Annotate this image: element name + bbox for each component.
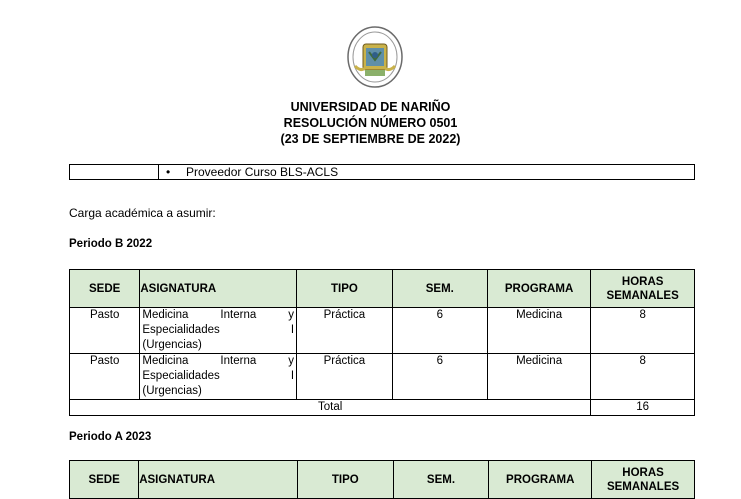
table-row bbox=[70, 354, 695, 400]
cell-sem: 6 bbox=[392, 354, 487, 400]
total-row bbox=[70, 400, 695, 416]
asig-line: (Urgencias) bbox=[142, 385, 202, 397]
asig-line: Especialidades I bbox=[142, 370, 295, 382]
col-sede: SEDE bbox=[70, 270, 140, 308]
col-asignatura: ASIGNATURA bbox=[139, 461, 298, 499]
cell-sem: 6 bbox=[392, 308, 487, 354]
col-asignatura: ASIGNATURA bbox=[140, 270, 297, 308]
col-sem: SEM. bbox=[393, 461, 489, 499]
col-tipo: TIPO bbox=[297, 270, 393, 308]
periodo-b-table bbox=[69, 269, 695, 416]
cell-asignatura bbox=[140, 354, 297, 400]
col-programa: PROGRAMA bbox=[489, 461, 592, 499]
document-header bbox=[0, 99, 741, 147]
col-horas: HORAS SEMANALES bbox=[591, 270, 695, 308]
requirement-item: Proveedor Curso BLS-ACLS bbox=[186, 165, 339, 179]
carga-label: Carga académica a asumir: bbox=[69, 206, 216, 220]
cell-programa: Medicina bbox=[487, 308, 590, 354]
asig-line: Especialidades I bbox=[142, 324, 295, 336]
periodo-a-title: Periodo A 2023 bbox=[69, 431, 152, 443]
total-label: Total bbox=[70, 400, 591, 416]
cell-programa: Medicina bbox=[487, 354, 590, 400]
university-seal-logo bbox=[347, 26, 403, 88]
periodo-a-table bbox=[69, 460, 695, 499]
col-horas: HORAS SEMANALES bbox=[592, 461, 695, 499]
bullet-icon: • bbox=[166, 165, 171, 179]
cell-horas: 8 bbox=[591, 354, 695, 400]
total-value: 16 bbox=[591, 400, 695, 416]
asig-line: (Urgencias) bbox=[142, 339, 202, 351]
cell-horas: 8 bbox=[591, 308, 695, 354]
resolution-number: RESOLUCIÓN NÚMERO 0501 bbox=[283, 116, 458, 130]
asig-line: Medicina Interna y bbox=[142, 309, 295, 321]
cell-asignatura bbox=[140, 308, 297, 354]
requirements-table bbox=[69, 164, 695, 180]
col-sede: SEDE bbox=[70, 461, 139, 499]
periodo-b-title: Periodo B 2022 bbox=[69, 238, 153, 250]
cell-sede: Pasto bbox=[70, 308, 140, 354]
resolution-date: (23 DE SEPTIEMBRE DE 2022) bbox=[280, 132, 461, 146]
asig-line: Medicina Interna y bbox=[142, 355, 295, 367]
cell-tipo: Práctica bbox=[297, 308, 393, 354]
university-name: UNIVERSIDAD DE NARIÑO bbox=[290, 100, 451, 114]
empty-cell bbox=[70, 165, 159, 179]
table-row bbox=[70, 308, 695, 354]
col-tipo: TIPO bbox=[297, 461, 393, 499]
col-sem: SEM. bbox=[392, 270, 487, 308]
col-programa: PROGRAMA bbox=[487, 270, 590, 308]
cell-sede: Pasto bbox=[70, 354, 140, 400]
cell-tipo: Práctica bbox=[297, 354, 393, 400]
table-header-row bbox=[70, 270, 695, 308]
table-header-row bbox=[70, 461, 695, 499]
